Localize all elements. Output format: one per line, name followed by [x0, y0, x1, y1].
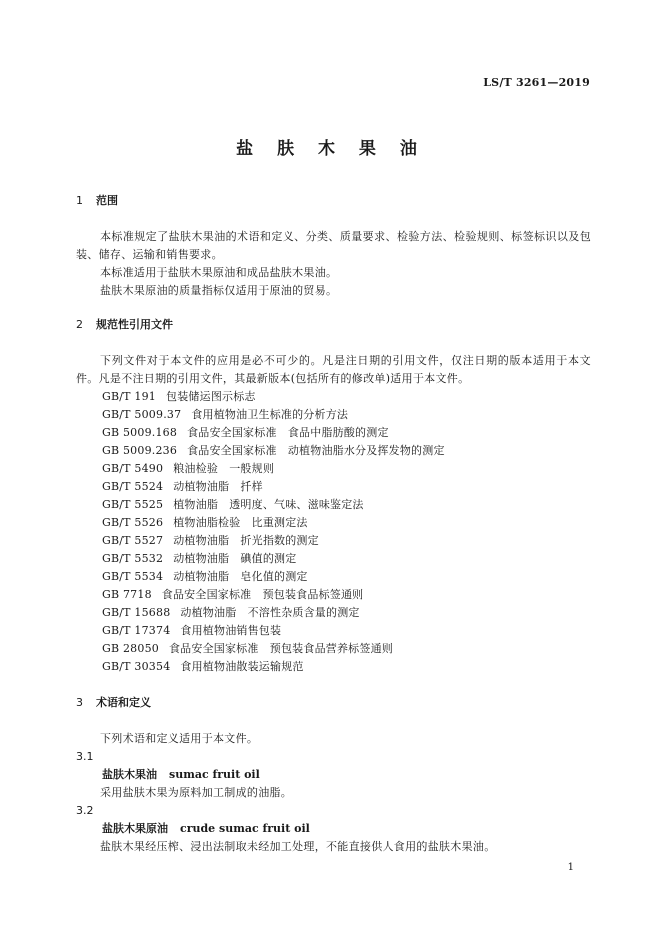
- section-number: 1: [76, 194, 83, 207]
- reference-item: GB/T 5527 动植物油脂 折光指数的测定: [102, 534, 319, 547]
- scope-paragraph: 本标准规定了盐肤木果油的术语和定义、分类、质量要求、检验方法、检验规则、标签标识以及包装、储存、运输和销售要求。: [76, 230, 591, 261]
- page-number: 1: [567, 862, 574, 873]
- scope-paragraph: 本标准适用于盐肤木果原油和成品盐肤木果油。: [100, 266, 338, 279]
- term-definition: 盐肤木果经压榨、浸出法制取未经加工处理，不能直接供人食用的盐肤木果油。: [100, 840, 496, 853]
- reference-item: GB/T 30354 食用植物油散装运输规范: [102, 660, 304, 673]
- section-title: 规范性引用文件: [96, 318, 173, 331]
- term-english: crude sumac fruit oil: [180, 822, 310, 835]
- term-english: sumac fruit oil: [169, 768, 260, 781]
- references-intro: 下列文件对于本文件的应用是必不可少的。凡是注日期的引用文件，仅注日期的版本适用于本文件。凡是不注日期的引用文件，其最新版本(包括所有的修改单)适用于本文件。: [76, 354, 591, 385]
- reference-item: GB/T 5526 植物油脂检验 比重测定法: [102, 516, 308, 529]
- reference-item: GB/T 17374 食用植物油销售包装: [102, 624, 282, 637]
- reference-item: GB/T 191 包装储运图示标志: [102, 390, 256, 403]
- section-number: 2: [76, 318, 83, 331]
- reference-item: GB/T 5009.37 食用植物油卫生标准的分析方法: [102, 408, 349, 421]
- term-entry: [76, 766, 591, 784]
- term-chinese: 盐肤木果原油: [102, 822, 168, 835]
- reference-item: GB/T 5532 动植物油脂 碘值的测定: [102, 552, 297, 565]
- term-number: 3.1: [76, 750, 94, 763]
- term-chinese: 盐肤木果油: [102, 768, 157, 781]
- reference-list: [76, 388, 591, 676]
- term-entry: [76, 820, 591, 838]
- section-heading-scope: [76, 192, 591, 210]
- section-title: 范围: [96, 194, 118, 207]
- document-title: 盐 肤 木 果 油: [236, 139, 426, 159]
- document-body: [76, 192, 591, 856]
- section-title: 术语和定义: [96, 696, 151, 709]
- reference-item: GB/T 5534 动植物油脂 皂化值的测定: [102, 570, 308, 583]
- reference-item: GB/T 15688 动植物油脂 不溶性杂质含量的测定: [102, 606, 360, 619]
- reference-item: GB/T 5490 粮油检验 一般规则: [102, 462, 275, 475]
- term-number: 3.2: [76, 804, 94, 817]
- reference-item: GB 5009.168 食品安全国家标准 食品中脂肪酸的测定: [102, 426, 389, 439]
- reference-item: GB 28050 食品安全国家标准 预包装食品营养标签通则: [102, 642, 393, 655]
- reference-item: GB/T 5524 动植物油脂 扦样: [102, 480, 263, 493]
- reference-item: GB 7718 食品安全国家标准 预包装食品标签通则: [102, 588, 364, 601]
- standard-code: LS/T 3261—2019: [483, 76, 590, 89]
- section-number: 3: [76, 696, 83, 709]
- reference-item: GB 5009.236 食品安全国家标准 动植物油脂水分及挥发物的测定: [102, 444, 445, 457]
- section-heading-normative-references: [76, 316, 591, 334]
- scope-paragraph: 盐肤木果原油的质量指标仅适用于原油的贸易。: [100, 284, 338, 297]
- term-definition: 采用盐肤木果为原料加工制成的油脂。: [100, 786, 293, 799]
- reference-item: GB/T 5525 植物油脂 透明度、气味、滋味鉴定法: [102, 498, 364, 511]
- terms-intro: 下列术语和定义适用于本文件。: [100, 732, 259, 745]
- section-heading-terms-definitions: [76, 694, 591, 712]
